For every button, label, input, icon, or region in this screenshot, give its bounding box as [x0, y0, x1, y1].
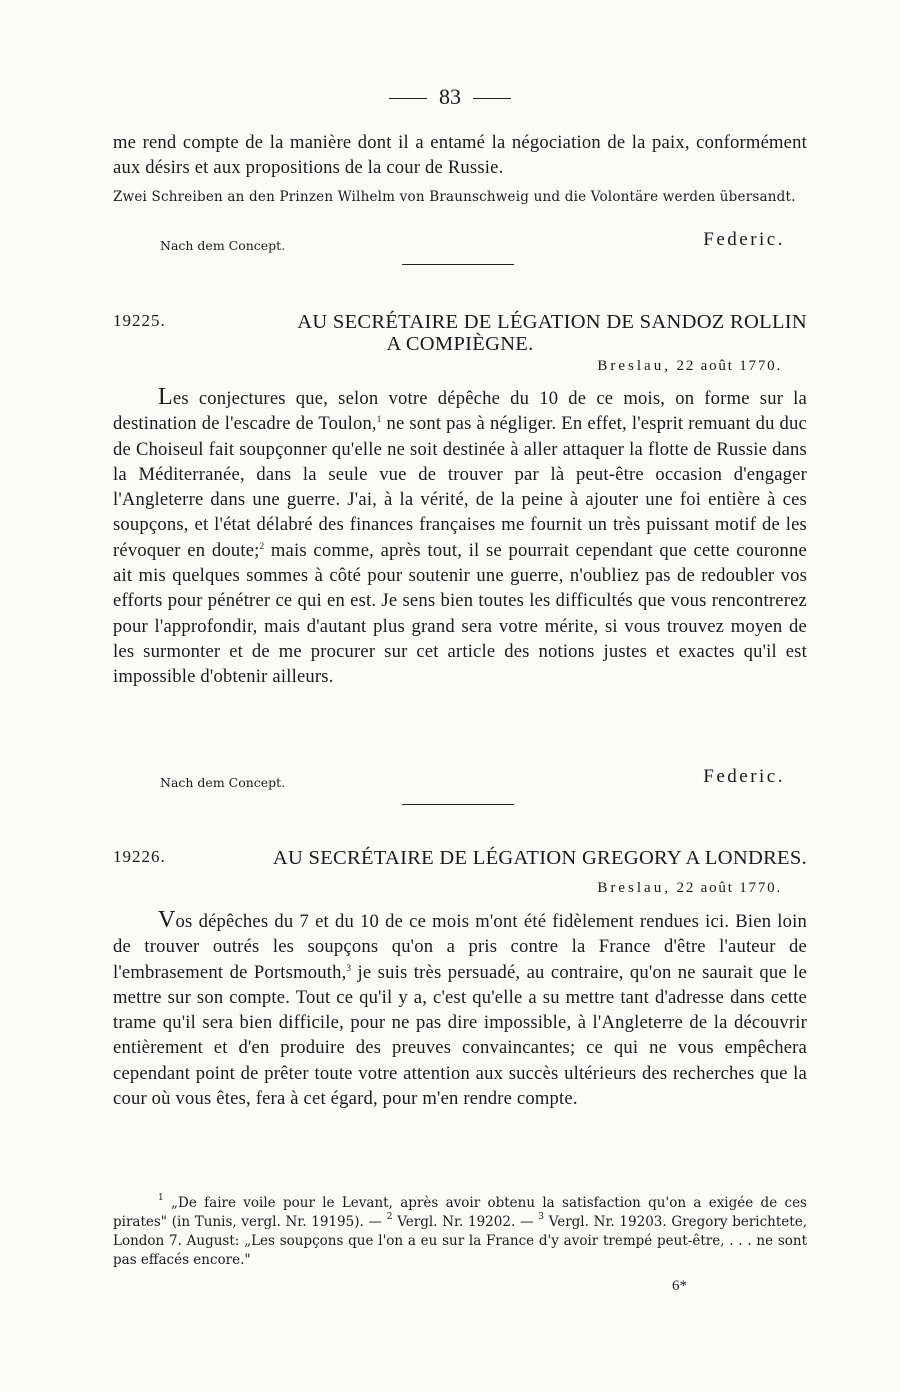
page-number-dash-right: [473, 98, 511, 99]
page-number: [0, 84, 900, 110]
previous-letter-ending: me rend compte de la manière dont il a entamé la négociation de la paix, conformément aux désirs et aux propositions de la cour de Russie.: [113, 132, 807, 179]
footnote-text: Vergl. Nr. 19202. —: [392, 1214, 539, 1230]
footnote-marker: 1: [158, 1193, 164, 1203]
body-text: es conjectures que, selon votre dépêche du 10 de ce mois, on forme sur la destination de l'escadre de Toulon,: [113, 388, 807, 435]
signature-1: Federic.: [703, 229, 785, 250]
body-text: ne sont pas à négliger. En effet, l'esprit remuant du duc de Choiseul fait soupçonner qu'elle ne soit destinée à aller attaquer la flotte de Russie dans la Méditerranée, dans la seule vue de trouver par là peut-être occasion d'engager l'Angleterre dans une guerre. J'ai, à la vérité, de la peine à ajouter une foi entière à ces soupçons, et l'état délabré des finances françaises me fournit un très puissant motif de les révoquer en doute;: [113, 413, 807, 561]
page-number-dash-left: [389, 98, 427, 99]
letter-recipient: AU SECRÉTAIRE DE LÉGATION GREGORY A LONDRES.: [272, 847, 807, 869]
source-note-2: Nach dem Concept.: [160, 775, 286, 790]
letter-body-19225: [113, 385, 807, 690]
letter-heading-19225: [113, 311, 807, 356]
section-divider-1: [402, 264, 514, 265]
footnote-text: Vergl. Nr. 19203. Gregory berichtete, London 7. August: „Les soupçons que l'on a eu sur la France d'y avoir trempé peut-être, . . . ne sont pas effacés encore.": [113, 1214, 807, 1268]
footnote-ref: 2: [259, 540, 265, 551]
footnote-marker: 3: [538, 1212, 544, 1222]
letter-number: 19226.: [113, 847, 166, 866]
letter-number: 19225.: [113, 311, 166, 330]
footnote-ref: 1: [376, 414, 382, 425]
place: Breslau,: [597, 880, 671, 896]
body-text: os dépêches du 7 et du 10 de ce mois m'ont été fidèlement rendues ici. Bien loin de trouver outrés les soupçons qu'on a pris contre la France d'être l'auteur de l'embrasement de Portsmouth,: [113, 911, 807, 983]
editorial-note: Zwei Schreiben an den Prinzen Wilhelm von Braunschweig und die Volontäre werden übersandt.: [113, 189, 796, 205]
footnote-marker: 2: [386, 1212, 393, 1222]
initial-letter: V: [158, 907, 176, 933]
place: Breslau,: [597, 358, 671, 374]
initial-letter: L: [158, 384, 173, 410]
dateline-19225: [597, 358, 782, 375]
letter-recipient-line2: A COMPIÈGNE.: [386, 333, 534, 355]
signature-2: Federic.: [703, 766, 785, 787]
page-number-value: 83: [439, 84, 461, 109]
source-note-1: Nach dem Concept.: [160, 238, 286, 253]
dateline-19226: [597, 880, 782, 897]
section-divider-2: [402, 804, 514, 805]
letter-heading-19226: [113, 847, 807, 870]
letter-recipient-line1: AU SECRÉTAIRE DE LÉGATION DE SANDOZ ROLLIN: [297, 311, 807, 333]
letter-body-19226: [113, 908, 807, 1111]
date: 22 août 1770.: [676, 880, 782, 896]
body-text: je suis très persuadé, au contraire, qu'on ne saurait que le mettre sur son compte. Tout ce qu'il y a, c'est qu'elle a su mettre tant d'adresse dans cette trame qu'il sera bien difficile, pour ne pas dire impossible, à l'Angleterre de la découvrir entièrement et d'en produire des preuves convaincantes; ce qui ne vous empêchera cependant point de prêter toute votre attention aux succès ultérieurs des recherches que la cour où vous êtes, fera à cet égard, pour m'en rendre compte.: [113, 961, 807, 1110]
footnote-text: „De faire voile pour le Levant, après avoir obtenu la satisfaction qu'on a exigée de ces pirates" (in Tunis, vergl. Nr. 19195). —: [113, 1195, 807, 1230]
sheet-signature: 6*: [672, 1278, 687, 1294]
date: 22 août 1770.: [676, 358, 782, 374]
footnote-ref: 3: [346, 962, 352, 973]
body-text: mais comme, après tout, il se pourrait cependant que cette couronne ait mis quelques sommes à côté pour soutenir une guerre, n'oubliez pas de redoubler vos efforts pour pénétrer ce qui en est. Je sens bien toutes les difficultés que vous rencontrerez pour l'approfondir, mais d'autant plus grand sera votre mérite, si vous trouvez moyen de les surmonter et de me procurer sur cet article des notions justes et exactes qu'il est impossible d'obtenir ailleurs.: [113, 539, 808, 688]
footnotes: [113, 1194, 807, 1270]
